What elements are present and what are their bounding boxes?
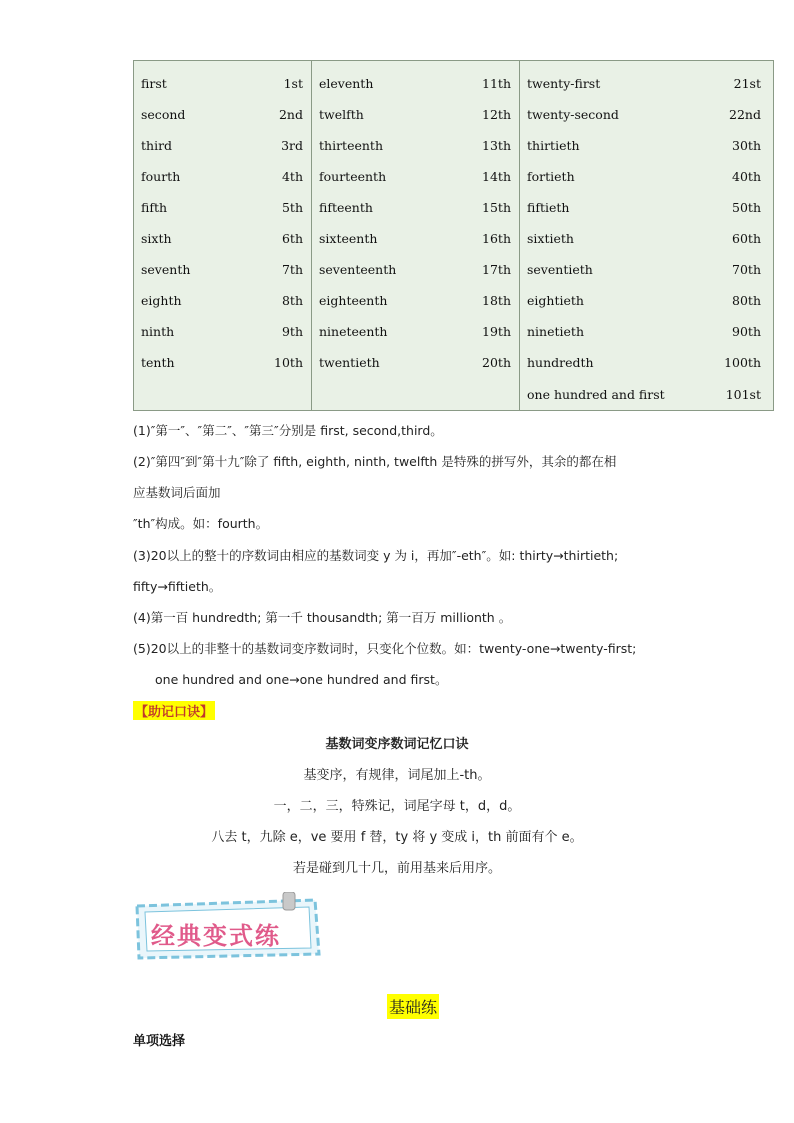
- ordinal-row: [520, 260, 773, 280]
- ordinal-row: [520, 291, 773, 311]
- ordinal-abbreviation: 10th: [274, 355, 303, 371]
- mnemonic-label: 【助记口诀】: [133, 701, 215, 720]
- ordinal-row: [520, 322, 773, 342]
- ordinal-table: [133, 60, 774, 411]
- ordinal-word: second: [141, 106, 186, 122]
- ordinal-word: fourth: [141, 168, 181, 184]
- ordinal-row: [312, 322, 519, 342]
- ordinal-row: [134, 353, 311, 373]
- ordinal-word: eighteenth: [319, 293, 388, 309]
- ordinal-word: seventh: [141, 262, 191, 278]
- ordinal-word: fifteenth: [319, 199, 373, 215]
- ordinal-row: [520, 384, 773, 404]
- ordinal-abbreviation: 20th: [482, 355, 511, 371]
- ordinal-row: [134, 135, 311, 155]
- mnemonic-line-2: 一，二，三，特殊记，词尾字母 t，d，d。: [273, 799, 521, 814]
- ordinal-row: [134, 322, 311, 342]
- ordinal-row: [520, 135, 773, 155]
- ordinal-abbreviation: 16th: [482, 231, 511, 246]
- ordinal-abbreviation: 9th: [281, 324, 303, 340]
- ordinal-word: fiftieth: [527, 199, 570, 215]
- ordinal-word: twentieth: [319, 355, 380, 371]
- mnemonic-line-1: 基变序，有规律，词尾加上-th。: [303, 768, 491, 783]
- note-5-line-2: one hundred and one→one hundred and first。: [155, 672, 448, 687]
- ordinal-abbreviation: 8th: [281, 293, 303, 309]
- ordinal-abbreviation: 1st: [283, 75, 303, 91]
- ordinal-row: [134, 291, 311, 311]
- ordinal-abbreviation: 7th: [281, 262, 303, 278]
- ordinal-row: [312, 291, 519, 311]
- ordinal-word: sixteenth: [319, 231, 378, 246]
- ordinal-row: [312, 229, 519, 249]
- ordinal-column-2: [311, 61, 519, 410]
- ordinal-abbreviation: 80th: [732, 293, 761, 309]
- ordinal-abbreviation: 100th: [724, 355, 761, 371]
- ordinal-abbreviation: 17th: [482, 262, 511, 278]
- ordinal-abbreviation: 15th: [482, 199, 511, 215]
- ordinal-abbreviation: 6th: [281, 231, 303, 246]
- ordinal-abbreviation: 13th: [482, 137, 511, 153]
- ordinal-row: [312, 166, 519, 186]
- ordinal-abbreviation: 90th: [732, 324, 761, 340]
- section-banner: [133, 892, 323, 962]
- ordinal-abbreviation: 60th: [732, 231, 761, 246]
- ordinal-row: [312, 135, 519, 155]
- ordinal-abbreviation: 19th: [482, 324, 511, 340]
- ordinal-word: first: [141, 75, 167, 91]
- ordinal-word: fortieth: [527, 168, 575, 184]
- ordinal-column-3: [519, 61, 773, 410]
- note-2-line-3: ″th″构成。如：fourth。: [133, 516, 269, 531]
- ordinal-word: nineteenth: [319, 324, 388, 340]
- ordinal-abbreviation: 2nd: [278, 106, 303, 122]
- ordinal-abbreviation: 30th: [732, 137, 761, 153]
- section-label: 单项选择: [133, 1034, 186, 1049]
- ordinal-word: one hundred and first: [527, 386, 665, 402]
- ordinal-abbreviation: 40th: [732, 168, 761, 184]
- ordinal-abbreviation: 50th: [732, 199, 761, 215]
- ordinal-row: [520, 229, 773, 249]
- ordinal-row: [520, 104, 773, 124]
- ordinal-column-1: [134, 61, 311, 410]
- ordinal-word: ninth: [141, 324, 175, 340]
- note-5-line-1: (5)20以上的非整十的基数词变序数词时，只变化个位数。如：twenty-one→twenty-first;: [133, 641, 637, 656]
- ordinal-word: eleventh: [319, 75, 374, 91]
- ordinal-row: [520, 73, 773, 93]
- note-1: (1)″第一″、″第二″、″第三″分别是 first, second,third。: [133, 423, 443, 438]
- ordinal-word: twelfth: [319, 106, 364, 122]
- ordinal-row: [520, 353, 773, 373]
- ordinal-word: fourteenth: [319, 168, 387, 184]
- mnemonic-line-4: 若是碰到几十几，前用基来后用序。: [292, 861, 501, 876]
- ordinal-abbreviation: 14th: [482, 168, 511, 184]
- paperclip-icon: [283, 892, 295, 910]
- ordinal-row: [312, 73, 519, 93]
- ordinal-word: hundredth: [527, 355, 594, 371]
- ordinal-abbreviation: 70th: [732, 262, 761, 278]
- mnemonic-line-3: 八去 t，九除 e，ve 要用 f 替，ty 将 y 变成 i，th 前面有个 e。: [211, 830, 583, 845]
- ordinal-abbreviation: 11th: [482, 75, 511, 91]
- ordinal-abbreviation: 18th: [482, 293, 511, 309]
- ordinal-word: twenty-first: [527, 75, 601, 91]
- ordinal-abbreviation: 3rd: [281, 137, 303, 153]
- ordinal-abbreviation: 12th: [482, 106, 511, 122]
- ordinal-row: [520, 166, 773, 186]
- ordinal-word: sixtieth: [527, 231, 574, 246]
- ordinal-abbreviation: 4th: [281, 168, 303, 184]
- ordinal-word: third: [141, 137, 173, 153]
- ordinal-row: [312, 197, 519, 217]
- ordinal-word: ninetieth: [527, 324, 584, 340]
- ordinal-abbreviation: 22nd: [729, 106, 761, 122]
- ordinal-row: [134, 166, 311, 186]
- note-2-line-2: 应基数词后面加: [133, 485, 221, 500]
- ordinal-row: [312, 104, 519, 124]
- ordinal-row: [134, 73, 311, 93]
- ordinal-row: [134, 229, 311, 249]
- ordinal-word: tenth: [141, 355, 175, 371]
- ordinal-row: [134, 260, 311, 280]
- ordinal-row: [520, 197, 773, 217]
- ordinal-row: [134, 104, 311, 124]
- ordinal-word: sixth: [141, 231, 172, 246]
- ordinal-word: seventieth: [527, 262, 593, 278]
- note-2-line-1: (2)″第四″到″第十九″除了 fifth, eighth, ninth, twelfth 是特殊的拼写外，其余的都在相: [133, 454, 617, 469]
- ordinal-row: [312, 260, 519, 280]
- ordinal-word: eightieth: [527, 293, 584, 309]
- ordinal-word: thirtieth: [527, 137, 580, 153]
- ordinal-abbreviation: 5th: [281, 199, 303, 215]
- ordinal-abbreviation: 101st: [725, 386, 761, 402]
- banner-text: 经典变式练: [151, 921, 281, 950]
- note-3-line-2: fifty→fiftieth。: [133, 579, 222, 594]
- ordinal-abbreviation: 21st: [733, 75, 761, 91]
- mnemonic-title: 基数词变序数词记忆口诀: [325, 737, 469, 752]
- note-3-line-1: (3)20以上的整十的序数词由相应的基数词变 y 为 i，再加″-eth″。如: thirty→thirtieth;: [133, 548, 619, 563]
- ordinal-word: eighth: [141, 293, 182, 309]
- ordinal-row: [312, 353, 519, 373]
- ordinal-word: twenty-second: [527, 106, 619, 122]
- ordinal-row: [134, 197, 311, 217]
- ordinal-word: thirteenth: [319, 137, 383, 153]
- ordinal-word: seventeenth: [319, 262, 397, 278]
- note-4: (4)第一百 hundredth; 第一千 thousandth; 第一百万 millionth 。: [133, 610, 512, 625]
- basic-practice-heading: 基础练: [387, 994, 439, 1019]
- ordinal-word: fifth: [141, 199, 168, 215]
